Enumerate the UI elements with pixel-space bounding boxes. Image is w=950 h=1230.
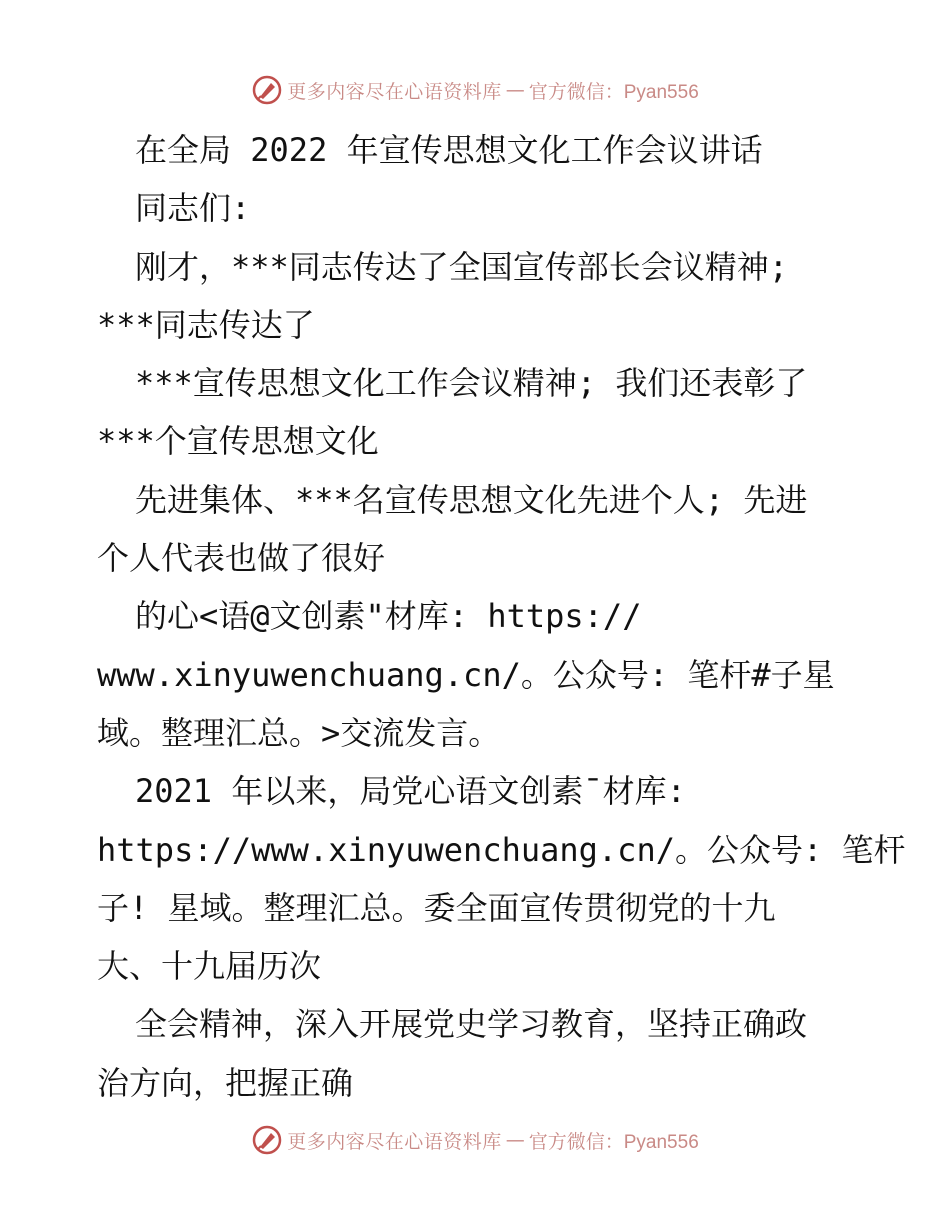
watermark-site-text: 更多内容尽在心语资料库: [287, 1130, 502, 1153]
paragraph-line: 域。整理汇总。>交流发言。: [97, 713, 501, 752]
pen-nib-logo-icon: [251, 74, 283, 106]
watermark-contact-text: 官方微信：Pyan556: [528, 1131, 699, 1153]
paragraph-line: 个人代表也做了很好: [97, 539, 386, 578]
watermark-dash: —: [505, 79, 525, 101]
watermark-dash: —: [505, 1129, 525, 1151]
paragraph-line: 刚才，***同志传达了全国宣传部长会议精神;: [135, 247, 789, 286]
paragraph-line: 2021 年以来，局党心语文创素¯材库:: [135, 772, 686, 811]
footer-watermark-banner: [0, 1120, 950, 1160]
paragraph-line: www.xinyuwenchuang.cn/。公众号: 笔杆#子星: [97, 655, 835, 694]
paragraph-line: 大、十九届历次: [97, 947, 322, 986]
paragraph-line: 治方向，把握正确: [97, 1063, 354, 1102]
paragraph-line: ***个宣传思想文化: [97, 422, 379, 461]
header-watermark-banner: [0, 70, 950, 110]
paragraph-line: 全会精神，深入开展党史学习教育，坚持正确政: [135, 1005, 808, 1044]
paragraph-line: ***宣传思想文化工作会议精神; 我们还表彰了: [135, 364, 808, 403]
paragraph-line: ***同志传达了: [97, 305, 315, 344]
paragraph-line: 子! 星域。整理汇总。委全面宣传贯彻党的十九: [97, 888, 776, 927]
paragraph-line: https://www.xinyuwenchuang.cn/。公众号: 笔杆: [97, 830, 906, 869]
document-body: [97, 121, 906, 1112]
document-title: 在全局 2022 年宣传思想文化工作会议讲话: [135, 131, 763, 169]
salutation: 同志们:: [135, 189, 251, 228]
watermark-site-text: 更多内容尽在心语资料库: [287, 80, 502, 103]
paragraph-line: 先进集体、***名宣传思想文化先进个人; 先进: [135, 480, 808, 519]
paragraph-line: 的心<语@文创素"材库: https://: [135, 597, 642, 636]
pen-nib-logo-icon: [251, 1124, 283, 1156]
watermark-contact-text: 官方微信：Pyan556: [528, 81, 699, 103]
